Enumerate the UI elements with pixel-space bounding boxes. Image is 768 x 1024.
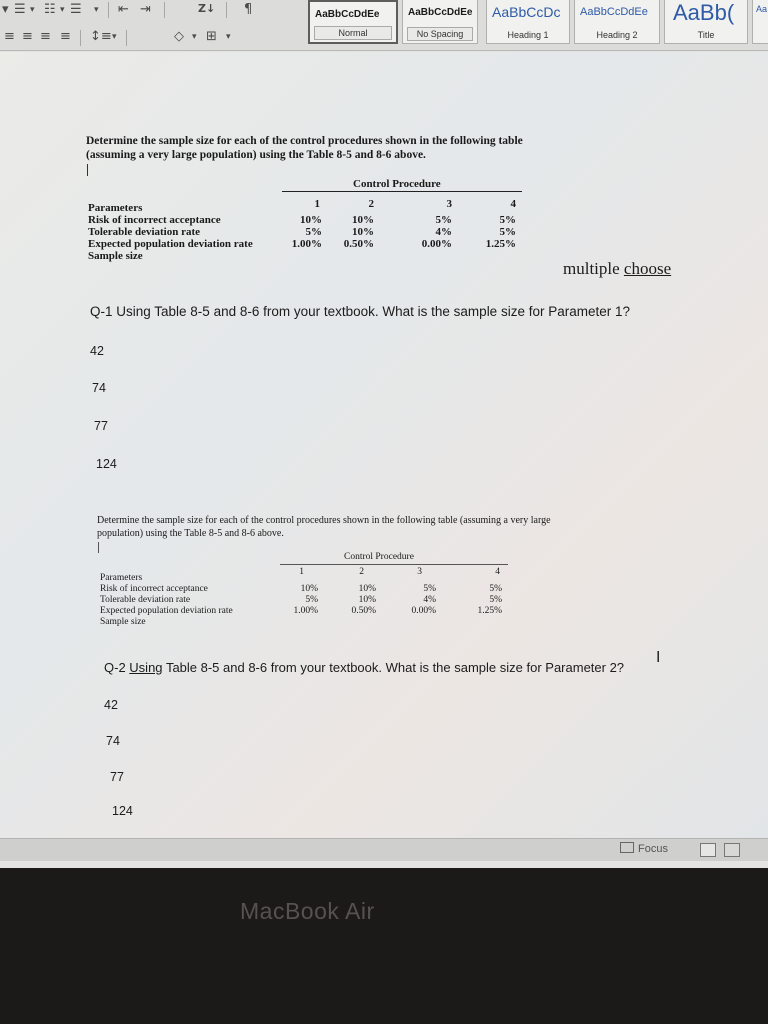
multiple-choose-label: [563, 259, 671, 279]
column-header: 1: [299, 567, 304, 577]
line-spacing-icon[interactable]: ↕≡: [90, 29, 112, 44]
row-label: Expected population deviation rate: [88, 238, 253, 250]
table-cell: 5%: [423, 584, 436, 594]
header-rule: [282, 191, 522, 192]
multilevel-list-icon[interactable]: ☰: [70, 2, 82, 17]
style-no-spacing[interactable]: AaBbCcDdEe No Spacing: [402, 0, 478, 44]
column-header: 3: [417, 567, 422, 577]
chevron-down-icon[interactable]: ▾: [2, 2, 9, 17]
chevron-down-icon[interactable]: ▾: [112, 32, 117, 42]
ibeam-cursor-icon: I: [656, 648, 661, 666]
separator: [80, 30, 81, 46]
table-cell: 10%: [352, 226, 374, 238]
text-cursor: [87, 164, 88, 176]
table-cell: 5%: [305, 595, 318, 605]
row-label: Sample size: [88, 250, 143, 262]
print-layout-icon[interactable]: [700, 843, 716, 857]
table-heading: Determine the sample size for each of the control procedures shown in the following table (assuming a very large population) using the Table 8-5 and 8-6 above.: [86, 135, 523, 161]
table-cell: 1.00%: [291, 238, 322, 250]
row-label: Expected population deviation rate: [100, 606, 233, 616]
table-heading-2: Determine the sample size for each of the control procedures shown in the following table (assuming a very large population) using the Table 8-5 and 8-6 above.: [97, 515, 551, 539]
column-header: 3: [446, 198, 452, 210]
separator: [164, 2, 165, 18]
row-label: Parameters: [88, 202, 143, 214]
table-cell: 0.50%: [351, 606, 376, 616]
style-heading-2[interactable]: AaBbCcDdEe Heading 2: [574, 0, 660, 44]
table-cell: 5%: [499, 214, 516, 226]
question-2: [104, 660, 624, 675]
q2-option[interactable]: 74: [106, 734, 120, 748]
q1-option[interactable]: 124: [96, 457, 117, 471]
style-name: Heading 2: [596, 30, 638, 40]
column-header: 2: [368, 198, 374, 210]
table-cell: 5%: [489, 595, 502, 605]
q1-option[interactable]: 42: [90, 344, 104, 358]
style-name: No Spacing: [416, 29, 464, 39]
table-cell: 1.00%: [293, 606, 318, 616]
table-cell: 1.25%: [477, 606, 502, 616]
q2-prefix: Q-2: [104, 660, 126, 675]
column-header: 4: [495, 567, 500, 577]
row-label: Risk of incorrect acceptance: [88, 214, 221, 226]
table-cell: 10%: [300, 214, 322, 226]
separator: [108, 2, 109, 18]
align-right-icon[interactable]: ≡: [40, 29, 51, 44]
style-subtitle[interactable]: Aa: [752, 0, 768, 44]
row-label: Tolerable deviation rate: [100, 595, 191, 605]
column-header: 4: [510, 198, 516, 210]
row-label: Sample size: [100, 617, 146, 627]
align-left-icon[interactable]: ≡: [4, 29, 15, 44]
control-procedure-header: Control Procedure: [344, 552, 414, 562]
q1-option[interactable]: 74: [92, 381, 106, 395]
header-rule: [280, 564, 508, 565]
sort-icon[interactable]: Z↓: [198, 2, 216, 15]
web-layout-icon[interactable]: [724, 843, 740, 857]
table-cell: 4%: [423, 595, 436, 605]
mc-word-underlined: choose: [623, 259, 672, 278]
align-center-icon[interactable]: ≡: [22, 29, 33, 44]
column-header: 1: [314, 198, 320, 210]
table-cell: 0.00%: [421, 238, 452, 250]
text-cursor: [98, 542, 99, 553]
style-name: Title: [697, 30, 715, 40]
row-label: Tolerable deviation rate: [88, 226, 201, 238]
table-cell: 10%: [352, 214, 374, 226]
document-page[interactable]: [0, 52, 768, 838]
table-cell: 1.25%: [485, 238, 516, 250]
focus-icon: [620, 842, 634, 853]
table-cell: 10%: [300, 584, 318, 594]
table-cell: 0.00%: [411, 606, 436, 616]
table-cell: 4%: [435, 226, 452, 238]
row-label: Risk of incorrect acceptance: [100, 584, 208, 594]
question-1: Q-1 Using Table 8-5 and 8-6 from your textbook. What is the sample size for Parameter 1?: [90, 304, 630, 319]
increase-indent-icon[interactable]: ⇥: [140, 2, 151, 17]
chevron-down-icon[interactable]: ▾: [60, 5, 65, 15]
q1-option[interactable]: 77: [94, 419, 108, 433]
column-header: 2: [359, 567, 364, 577]
control-table-2: [100, 552, 540, 642]
numbering-icon[interactable]: ☷: [44, 2, 56, 17]
table-cell: 0.50%: [343, 238, 374, 250]
style-name: Heading 1: [507, 30, 549, 40]
ribbon-toolbar: [0, 0, 768, 51]
shading-icon[interactable]: ◇: [174, 29, 184, 44]
style-heading-1[interactable]: AaBbCcDc Heading 1: [486, 0, 570, 44]
q2-text: Table 8-5 and 8-6 from your textbook. What is the sample size for Parameter 2?: [165, 660, 625, 675]
q2-option[interactable]: 77: [110, 770, 124, 784]
q2-option[interactable]: 42: [104, 698, 118, 712]
status-bar: [0, 838, 768, 861]
table-cell: 10%: [358, 584, 376, 594]
table-cell: 5%: [489, 584, 502, 594]
control-table-1: [88, 178, 538, 278]
style-normal[interactable]: AaBbCcDdEe Normal: [308, 0, 398, 44]
decrease-indent-icon[interactable]: ⇤: [118, 2, 129, 17]
style-title[interactable]: AaBb( Title: [664, 0, 748, 44]
row-label: Parameters: [100, 573, 143, 583]
separator: [126, 30, 127, 46]
mc-word: multiple: [563, 259, 620, 278]
table-cell: 5%: [499, 226, 516, 238]
control-procedure-header: Control Procedure: [353, 178, 441, 190]
table-cell: 5%: [435, 214, 452, 226]
chevron-down-icon[interactable]: ▾: [226, 32, 231, 42]
chevron-down-icon[interactable]: ▾: [192, 32, 197, 42]
borders-icon[interactable]: ⊞: [206, 29, 217, 44]
bullets-icon[interactable]: ☰: [14, 2, 26, 17]
separator: [226, 2, 227, 18]
table-cell: 10%: [358, 595, 376, 605]
chevron-down-icon[interactable]: ▾: [30, 5, 35, 15]
q2-option[interactable]: 124: [112, 804, 133, 818]
macbook-air-label: MacBook Air: [240, 898, 375, 924]
focus-button[interactable]: Focus: [620, 842, 668, 855]
chevron-down-icon[interactable]: ▾: [94, 5, 99, 15]
q2-underlined-word: Using: [129, 660, 163, 675]
justify-icon[interactable]: ≡: [60, 29, 71, 44]
table-cell: 5%: [305, 226, 322, 238]
style-name: Normal: [338, 28, 368, 38]
show-formatting-icon[interactable]: ¶: [244, 2, 253, 17]
